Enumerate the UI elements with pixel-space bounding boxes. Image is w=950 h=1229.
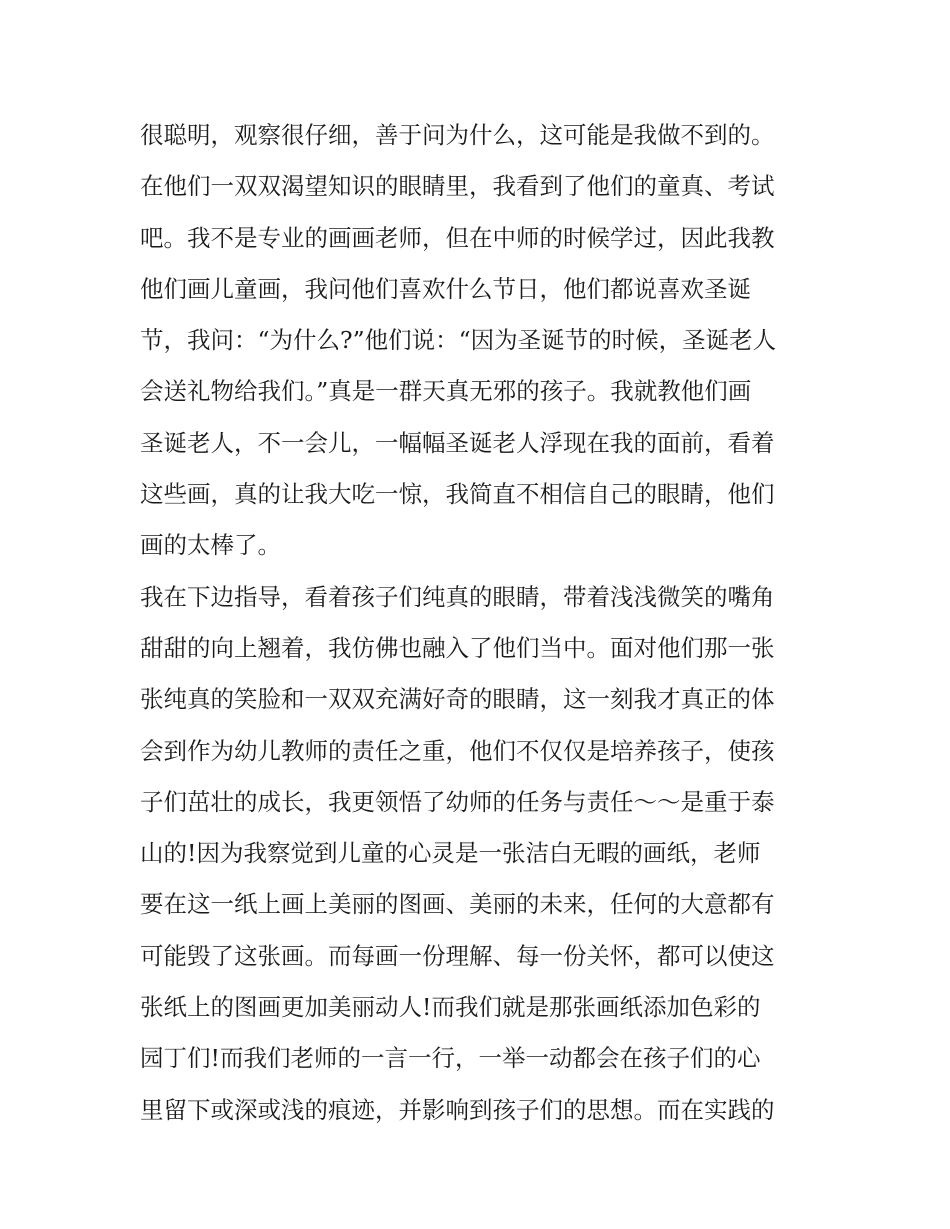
- text-line: 子们茁壮的成长，我更领悟了幼师的任务与责任～～是重于泰: [140, 787, 775, 816]
- text-line: 甜甜的向上翘着，我仿佛也融入了他们当中。面对他们那一张: [140, 633, 775, 662]
- text-line: 圣诞老人，不一会儿，一幅幅圣诞老人浮现在我的面前，看着: [140, 428, 775, 457]
- text-line: 画的太棒了。: [140, 531, 281, 560]
- text-line: 他们画儿童画，我问他们喜欢什么节日，他们都说喜欢圣诞: [140, 274, 751, 303]
- text-line: 要在这一纸上画上美丽的图画、美丽的未来，任何的大意都有: [140, 890, 775, 919]
- text-line: 我在下边指导，看着孩子们纯真的眼睛，带着浅浅微笑的嘴角: [140, 582, 775, 611]
- text-line: 可能毁了这张画。而每画一份理解、每一份关怀，都可以使这: [140, 941, 775, 970]
- body-text: [140, 110, 820, 1136]
- text-line: 山的!因为我察觉到儿童的心灵是一张洁白无暇的画纸，老师: [140, 839, 761, 868]
- text-line: 会到作为幼儿教师的责任之重，他们不仅仅是培养孩子，使孩: [140, 736, 775, 765]
- text-line: 节，我问：“为什么?”他们说：“因为圣诞节的时候，圣诞老人: [140, 326, 777, 355]
- text-line: 会送礼物给我们。”真是一群天真无邪的孩子。我就教他们画: [140, 377, 752, 406]
- text-line: 园丁们!而我们老师的一言一行，一举一动都会在孩子们的心: [140, 1044, 761, 1073]
- text-line: 在他们一双双渴望知识的眼睛里，我看到了他们的童真、考试: [140, 172, 775, 201]
- text-line: 张纯真的笑脸和一双双充满好奇的眼睛，这一刻我才真正的体: [140, 685, 775, 714]
- text-line: 吧。我不是专业的画画老师，但在中师的时候学过，因此我教: [140, 223, 775, 252]
- text-line: 很聪明，观察很仔细，善于问为什么，这可能是我做不到的。: [140, 121, 775, 149]
- text-line: 里留下或深或浅的痕迹，并影响到孩子们的思想。而在实践的: [140, 1095, 775, 1124]
- text-line: 张纸上的图画更加美丽动人!而我们就是那张画纸添加色彩的: [140, 993, 761, 1022]
- text-line: 这些画，真的让我大吃一惊，我简直不相信自己的眼睛，他们: [140, 480, 775, 509]
